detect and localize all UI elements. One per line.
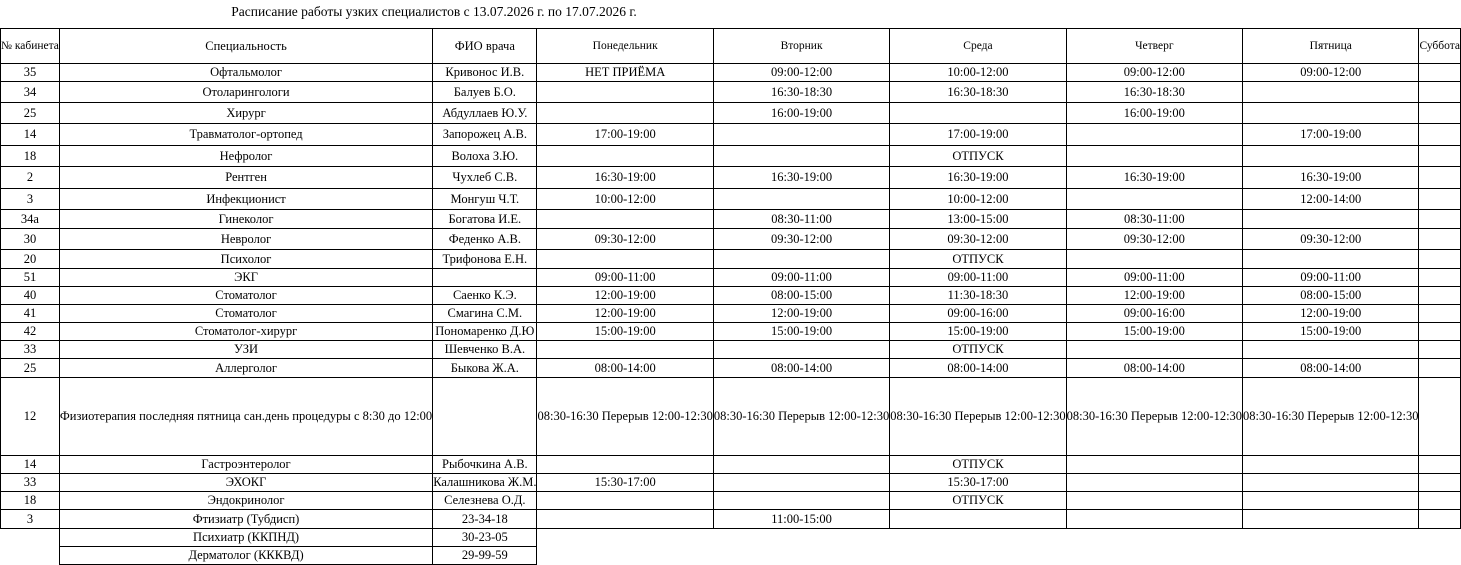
sat-cell: [1419, 146, 1461, 167]
thu-cell: 16:30-19:00: [1066, 167, 1242, 189]
sat-cell: [1419, 378, 1461, 456]
thu-cell: [1066, 474, 1242, 492]
doctor-cell: Волоха З.Ю.: [433, 146, 537, 167]
thu-cell: 16:30-18:30: [1066, 82, 1242, 103]
empty-cell: [713, 529, 889, 547]
wed-cell: 09:00-16:00: [890, 305, 1066, 323]
fri-cell: 12:00-19:00: [1243, 305, 1419, 323]
doctor-cell: Абдуллаев Ю.У.: [433, 103, 537, 124]
tue-cell: [713, 456, 889, 474]
specialty-cell: УЗИ: [59, 341, 432, 359]
mon-cell: [537, 82, 713, 103]
wed-cell: ОТПУСК: [890, 341, 1066, 359]
header-friday: Пятница: [1243, 29, 1419, 64]
sat-cell: [1419, 210, 1461, 229]
fri-cell: 16:30-19:00: [1243, 167, 1419, 189]
header-wednesday: Среда: [890, 29, 1066, 64]
empty-cell: [1066, 529, 1242, 547]
sat-cell: [1419, 103, 1461, 124]
fri-cell: [1243, 103, 1419, 124]
tue-cell: [713, 250, 889, 269]
tue-cell: 09:30-12:00: [713, 229, 889, 250]
fri-cell: 09:30-12:00: [1243, 229, 1419, 250]
doctor-cell: Смагина С.М.: [433, 305, 537, 323]
table-row: [1, 64, 1461, 82]
specialty-cell: Хирург: [59, 103, 432, 124]
doctor-cell: Трифонова Е.Н.: [433, 250, 537, 269]
doctor-cell: Чухлеб С.В.: [433, 167, 537, 189]
table-row: [1, 305, 1461, 323]
specialty-cell: ЭКГ: [59, 269, 432, 287]
sat-cell: [1419, 64, 1461, 82]
fri-cell: [1243, 210, 1419, 229]
empty-cell: [1, 547, 60, 565]
specialty-cell: Офтальмолог: [59, 64, 432, 82]
doctor-cell: Богатова И.Е.: [433, 210, 537, 229]
specialty-cell: Фтизиатр (Тубдисп): [59, 510, 432, 529]
wed-cell: 10:00-12:00: [890, 189, 1066, 210]
fri-cell: [1243, 341, 1419, 359]
header-thursday: Четверг: [1066, 29, 1242, 64]
thu-cell: 09:00-12:00: [1066, 64, 1242, 82]
wed-cell: ОТПУСК: [890, 146, 1066, 167]
table-row: [1, 492, 1461, 510]
table-row: [1, 124, 1461, 146]
cabinet-cell: 33: [1, 474, 60, 492]
wed-cell: [890, 103, 1066, 124]
thu-cell: [1066, 189, 1242, 210]
header-cabinet: № кабинета: [1, 29, 60, 64]
sat-cell: [1419, 474, 1461, 492]
doctor-cell: [433, 269, 537, 287]
doctor-cell: Запорожец А.В.: [433, 124, 537, 146]
specialty-cell: Невролог: [59, 229, 432, 250]
mon-cell: [537, 103, 713, 124]
fri-cell: 08:30-16:30 Перерыв 12:00-12:30: [1243, 378, 1419, 456]
fri-cell: [1243, 250, 1419, 269]
doctor-cell: [433, 378, 537, 456]
specialty-cell: Эндокринолог: [59, 492, 432, 510]
specialty-cell: Стоматолог: [59, 287, 432, 305]
doctor-cell: Пономаренко Д.Ю: [433, 323, 537, 341]
sat-cell: [1419, 359, 1461, 378]
mon-cell: НЕТ ПРИЁМА: [537, 64, 713, 82]
thu-cell: 16:00-19:00: [1066, 103, 1242, 124]
cabinet-cell: 40: [1, 287, 60, 305]
thu-cell: [1066, 146, 1242, 167]
cabinet-cell: 51: [1, 269, 60, 287]
wed-cell: 09:30-12:00: [890, 229, 1066, 250]
doctor-cell: Быкова Ж.А.: [433, 359, 537, 378]
sat-cell: [1419, 341, 1461, 359]
thu-cell: 08:30-16:30 Перерыв 12:00-12:30: [1066, 378, 1242, 456]
doctor-cell: Калашникова Ж.М.: [433, 474, 537, 492]
thu-cell: [1066, 341, 1242, 359]
doctor-cell: Феденко А.В.: [433, 229, 537, 250]
sat-cell: [1419, 229, 1461, 250]
phone-cell: 30-23-05: [433, 529, 537, 547]
wed-cell: ОТПУСК: [890, 456, 1066, 474]
wed-cell: 15:00-19:00: [890, 323, 1066, 341]
doctor-cell: 23-34-18: [433, 510, 537, 529]
thu-cell: 12:00-19:00: [1066, 287, 1242, 305]
thu-cell: 09:00-16:00: [1066, 305, 1242, 323]
wed-cell: 16:30-19:00: [890, 167, 1066, 189]
tue-cell: 16:00-19:00: [713, 103, 889, 124]
wed-cell: 10:00-12:00: [890, 64, 1066, 82]
sat-cell: [1419, 189, 1461, 210]
cabinet-cell: 34: [1, 82, 60, 103]
cabinet-cell: 20: [1, 250, 60, 269]
specialty-cell: Физиотерапия последняя пятница сан.день процедуры с 8:30 до 12:00: [59, 378, 432, 456]
cabinet-cell: 25: [1, 359, 60, 378]
table-row: [1, 474, 1461, 492]
sat-cell: [1419, 269, 1461, 287]
cabinet-cell: 18: [1, 146, 60, 167]
specialty-cell: Стоматолог-хирург: [59, 323, 432, 341]
doctor-cell: Шевченко В.А.: [433, 341, 537, 359]
specialty-cell: Стоматолог: [59, 305, 432, 323]
fri-cell: [1243, 510, 1419, 529]
mon-cell: [537, 492, 713, 510]
fri-cell: [1243, 146, 1419, 167]
wed-cell: 15:30-17:00: [890, 474, 1066, 492]
cabinet-cell: 12: [1, 378, 60, 456]
phone-cell: 29-99-59: [433, 547, 537, 565]
tue-cell: 08:00-15:00: [713, 287, 889, 305]
sat-cell: [1419, 305, 1461, 323]
table-row: [1, 287, 1461, 305]
tue-cell: 15:00-19:00: [713, 323, 889, 341]
empty-cell: [713, 547, 889, 565]
specialty-cell: Дерматолог (КККВД): [59, 547, 432, 565]
table-row: [1, 510, 1461, 529]
tue-cell: 08:00-14:00: [713, 359, 889, 378]
table-row: [1, 82, 1461, 103]
header-monday: Понедельник: [537, 29, 713, 64]
specialty-cell: Нефролог: [59, 146, 432, 167]
sat-cell: [1419, 167, 1461, 189]
cabinet-cell: 18: [1, 492, 60, 510]
table-row: [1, 250, 1461, 269]
cabinet-cell: 14: [1, 456, 60, 474]
mon-cell: 09:00-11:00: [537, 269, 713, 287]
table-row: [1, 456, 1461, 474]
empty-cell: [537, 547, 713, 565]
wed-cell: ОТПУСК: [890, 250, 1066, 269]
wed-cell: 16:30-18:30: [890, 82, 1066, 103]
mon-cell: [537, 510, 713, 529]
cabinet-cell: 35: [1, 64, 60, 82]
tue-cell: [713, 189, 889, 210]
thu-cell: [1066, 510, 1242, 529]
header-tuesday: Вторник: [713, 29, 889, 64]
doctor-cell: Рыбочкина А.В.: [433, 456, 537, 474]
mon-cell: [537, 210, 713, 229]
specialty-cell: Травматолог-ортопед: [59, 124, 432, 146]
sat-cell: [1419, 250, 1461, 269]
contact-row: [1, 547, 1461, 565]
tue-cell: 12:00-19:00: [713, 305, 889, 323]
doctor-cell: Селезнева О.Д.: [433, 492, 537, 510]
empty-cell: [1, 529, 60, 547]
thu-cell: 15:00-19:00: [1066, 323, 1242, 341]
table-row-physiotherapy: [1, 378, 1461, 456]
doctor-cell: Балуев Б.О.: [433, 82, 537, 103]
cabinet-cell: 3: [1, 510, 60, 529]
table-row: [1, 210, 1461, 229]
header-specialty: Специальность: [59, 29, 432, 64]
mon-cell: 10:00-12:00: [537, 189, 713, 210]
wed-cell: 09:00-11:00: [890, 269, 1066, 287]
sat-cell: [1419, 492, 1461, 510]
wed-cell: 17:00-19:00: [890, 124, 1066, 146]
table-row: [1, 323, 1461, 341]
mon-cell: 15:30-17:00: [537, 474, 713, 492]
thu-cell: 08:00-14:00: [1066, 359, 1242, 378]
tue-cell: [713, 492, 889, 510]
page-title: Расписание работы узких специалистов с 13.07.2026 г. по 17.07.2026 г.: [231, 4, 637, 19]
fri-cell: [1243, 82, 1419, 103]
schedule-table: [0, 28, 1461, 565]
thu-cell: [1066, 456, 1242, 474]
cabinet-cell: 33: [1, 341, 60, 359]
thu-cell: [1066, 492, 1242, 510]
table-row: [1, 359, 1461, 378]
empty-cell: [1419, 547, 1461, 565]
specialty-cell: Отоларингологи: [59, 82, 432, 103]
cabinet-cell: 30: [1, 229, 60, 250]
wed-cell: 08:30-16:30 Перерыв 12:00-12:30: [890, 378, 1066, 456]
header-row: [1, 29, 1461, 64]
mon-cell: 12:00-19:00: [537, 287, 713, 305]
tue-cell: 16:30-18:30: [713, 82, 889, 103]
tue-cell: 09:00-12:00: [713, 64, 889, 82]
empty-cell: [890, 529, 1066, 547]
cabinet-cell: 42: [1, 323, 60, 341]
sat-cell: [1419, 287, 1461, 305]
mon-cell: 15:00-19:00: [537, 323, 713, 341]
empty-cell: [1419, 529, 1461, 547]
thu-cell: 09:30-12:00: [1066, 229, 1242, 250]
sat-cell: [1419, 82, 1461, 103]
fri-cell: 09:00-12:00: [1243, 64, 1419, 82]
mon-cell: [537, 146, 713, 167]
mon-cell: 09:30-12:00: [537, 229, 713, 250]
cabinet-cell: 14: [1, 124, 60, 146]
specialty-cell: Гинеколог: [59, 210, 432, 229]
table-row: [1, 229, 1461, 250]
tue-cell: 08:30-16:30 Перерыв 12:00-12:30: [713, 378, 889, 456]
fri-cell: [1243, 456, 1419, 474]
cabinet-cell: 3: [1, 189, 60, 210]
wed-cell: 13:00-15:00: [890, 210, 1066, 229]
fri-cell: 12:00-14:00: [1243, 189, 1419, 210]
wed-cell: 08:00-14:00: [890, 359, 1066, 378]
contact-row: [1, 529, 1461, 547]
fri-cell: 15:00-19:00: [1243, 323, 1419, 341]
table-row: [1, 167, 1461, 189]
specialty-cell: Аллерголог: [59, 359, 432, 378]
specialty-cell: Рентген: [59, 167, 432, 189]
specialty-cell: Психиатр (ККПНД): [59, 529, 432, 547]
wed-cell: ОТПУСК: [890, 492, 1066, 510]
tue-cell: [713, 341, 889, 359]
fri-cell: 17:00-19:00: [1243, 124, 1419, 146]
mon-cell: 12:00-19:00: [537, 305, 713, 323]
specialty-cell: Психолог: [59, 250, 432, 269]
table-row: [1, 269, 1461, 287]
tue-cell: [713, 124, 889, 146]
specialty-cell: Инфекционист: [59, 189, 432, 210]
sat-cell: [1419, 124, 1461, 146]
empty-cell: [1243, 547, 1419, 565]
sat-cell: [1419, 456, 1461, 474]
cabinet-cell: 25: [1, 103, 60, 124]
fri-cell: [1243, 492, 1419, 510]
tue-cell: 16:30-19:00: [713, 167, 889, 189]
empty-cell: [890, 547, 1066, 565]
doctor-cell: Саенко К.Э.: [433, 287, 537, 305]
mon-cell: 08:00-14:00: [537, 359, 713, 378]
empty-cell: [1066, 547, 1242, 565]
tue-cell: 08:30-11:00: [713, 210, 889, 229]
doctor-cell: Кривонос И.В.: [433, 64, 537, 82]
table-row: [1, 103, 1461, 124]
thu-cell: 09:00-11:00: [1066, 269, 1242, 287]
specialty-cell: ЭХОКГ: [59, 474, 432, 492]
empty-cell: [537, 529, 713, 547]
mon-cell: [537, 456, 713, 474]
cabinet-cell: 2: [1, 167, 60, 189]
doctor-cell: Монгуш Ч.Т.: [433, 189, 537, 210]
thu-cell: [1066, 124, 1242, 146]
sat-cell: [1419, 510, 1461, 529]
fri-cell: [1243, 474, 1419, 492]
tue-cell: 09:00-11:00: [713, 269, 889, 287]
mon-cell: [537, 341, 713, 359]
thu-cell: [1066, 250, 1242, 269]
table-row: [1, 189, 1461, 210]
table-row: [1, 341, 1461, 359]
mon-cell: 17:00-19:00: [537, 124, 713, 146]
tue-cell: 11:00-15:00: [713, 510, 889, 529]
cabinet-cell: 34а: [1, 210, 60, 229]
fri-cell: 08:00-14:00: [1243, 359, 1419, 378]
fri-cell: 09:00-11:00: [1243, 269, 1419, 287]
table-row: [1, 146, 1461, 167]
sat-cell: [1419, 323, 1461, 341]
mon-cell: 16:30-19:00: [537, 167, 713, 189]
wed-cell: [890, 510, 1066, 529]
empty-cell: [1243, 529, 1419, 547]
fri-cell: 08:00-15:00: [1243, 287, 1419, 305]
cabinet-cell: 41: [1, 305, 60, 323]
tue-cell: [713, 146, 889, 167]
wed-cell: 11:30-18:30: [890, 287, 1066, 305]
mon-cell: 08:30-16:30 Перерыв 12:00-12:30: [537, 378, 713, 456]
header-saturday: Суббота: [1419, 29, 1461, 64]
thu-cell: 08:30-11:00: [1066, 210, 1242, 229]
specialty-cell: Гастроэнтеролог: [59, 456, 432, 474]
mon-cell: [537, 250, 713, 269]
tue-cell: [713, 474, 889, 492]
header-doctor: ФИО врача: [433, 29, 537, 64]
